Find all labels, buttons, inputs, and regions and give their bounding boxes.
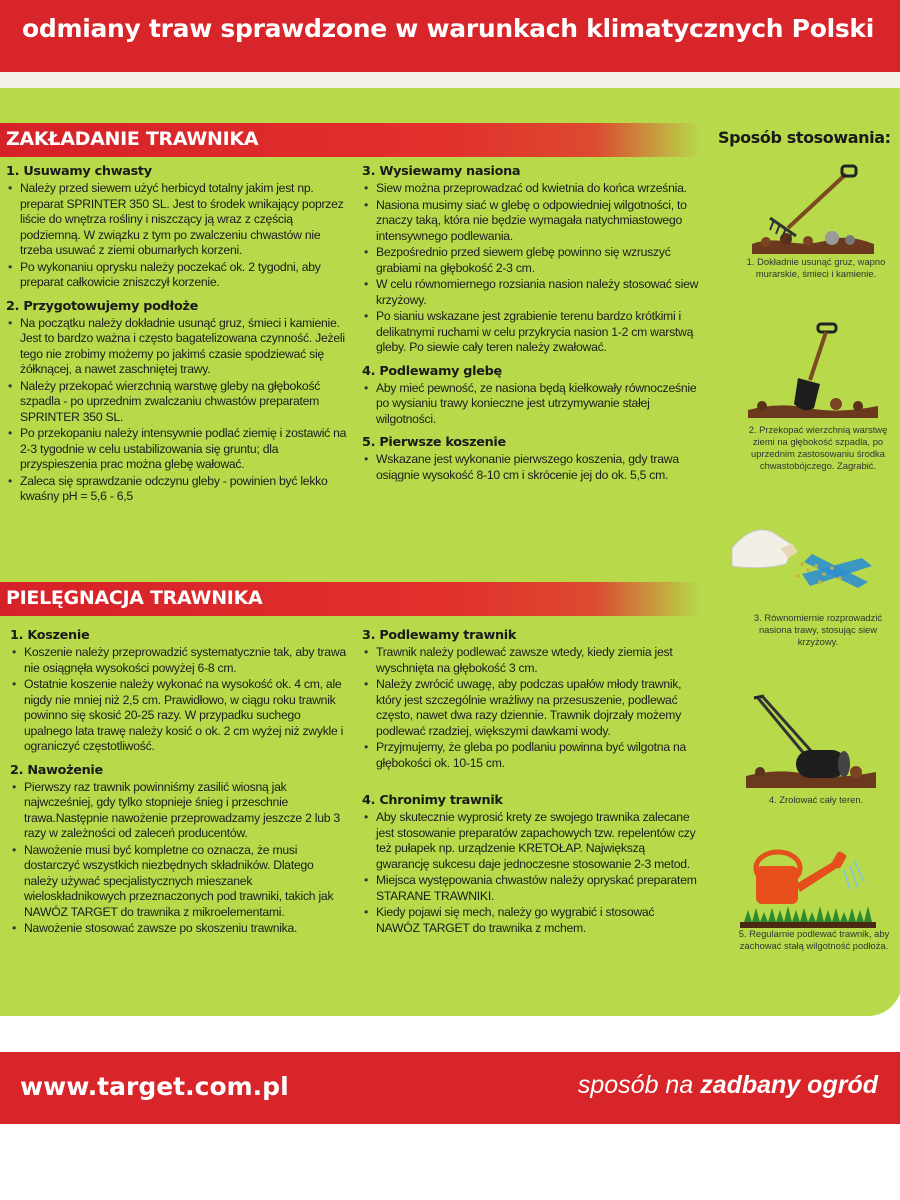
list-item: • Nawożenie stosować zawsze po skoszeniu trawnika. <box>10 921 348 937</box>
list-item: • Po wykonaniu oprysku należy poczekać ok. 2 tygodni, aby preparat całkowicie zniszczył korzenie. <box>6 260 348 291</box>
subsection-heading: 1. Usuwamy chwasty <box>6 164 152 179</box>
rake-icon <box>748 162 878 254</box>
usage-step-caption: 1. Dokładnie usunąć gruz, wapno murarskie, śmieci i kamienie. <box>746 256 886 279</box>
list-item: • Bezpośrednio przed siewem glebę powinno się wzruszyć grabiami na głębokość 2-3 cm. <box>362 245 700 276</box>
list-item: • Pierwszy raz trawnik powinniśmy zasilić wiosną jak najwcześniej, gdy tylko stopnieje śnieg i przeschnie trawa.Następnie nawożenie przeprowadzamy jeszcze 2 lub 3 razy w zależności od zaleceń producentów. <box>10 780 348 842</box>
section1-left-column <box>6 164 348 506</box>
subsection-heading: 4. Chronimy trawnik <box>362 793 503 808</box>
section-bar-pielegnacja <box>0 582 700 616</box>
section-title: PIELĘGNACJA TRAWNIKA <box>6 587 263 609</box>
subsection-heading: 2. Nawożenie <box>10 762 103 778</box>
subsection-heading: 2. Przygotowujemy podłoże <box>6 298 198 314</box>
section2-left-column <box>10 628 348 938</box>
list-item: • Koszenie należy przeprowadzić systematycznie tak, aby trawa nie osiągnęła wysokości powyżej 6-8 cm. <box>10 645 348 676</box>
subsection-heading: 3. Podlewamy trawnik <box>362 628 517 643</box>
usage-step-caption: 3. Równomiernie rozprowadzić nasiona trawy, stosując siew krzyżowy. <box>753 612 883 647</box>
footer-banner <box>0 1052 900 1124</box>
list-item: • Należy przed siewem użyć herbicyd totalny jakim jest np. preparat SPRINTER 350 SL. Jest to środek wnikający poprzez liście do wnętrza rośliny i niszczący ją wraz z częścią podziemną. W związku z tym po zwalczeniu chwastów nie trzeba usuwać z ziemi obumarłych korzeni. <box>6 181 348 259</box>
spade-icon <box>748 322 878 418</box>
list-item: • Aby skutecznie wyprosić krety ze swojego trawnika zalecane jest stosowanie preparatów zapachowych tzw. repelentów czy też pułapek np. urządzenie KRETOŁAP. Największą gwarancję sukcesu daje jednoczesne stosowanie 2-3 metod. <box>362 810 700 872</box>
list-item: • Po przekopaniu należy intensywnie podlać ziemię i zostawić na 2-3 tygodnie w celu ustabilizowania się gruntu; dla przyspieszenia prac można glebę wałować. <box>6 426 348 473</box>
subsection-heading: 4. Podlewamy glebę <box>362 363 502 379</box>
watering-can-icon <box>740 846 876 928</box>
seeding-hand-icon <box>732 518 882 608</box>
list-item: • Ostatnie koszenie należy wykonać na wysokość ok. 4 cm, ale nigdy nie mniej niż 2,5 cm. Prawidłowo, w ciągu roku trawnik powinno się skosić 20-25 razy. W przypadku suchego upalnego lata trawę należy kosić o ok. 2 cm wyżej niż zwykle i ograniczyć częstotliwość. <box>10 677 348 755</box>
list-item: • Przyjmujemy, że gleba po podlaniu powinna być wilgotna na głębokości ok. 10-15 cm. <box>362 740 700 771</box>
slogan <box>578 1071 878 1100</box>
lawn-roller-icon <box>746 690 876 788</box>
list-item: • Trawnik należy podlewać zawsze wtedy, kiedy ziemia jest wyschnięta na głębokość 3 cm. <box>362 645 700 676</box>
subsection-heading: 1. Koszenie <box>10 628 90 643</box>
usage-title: Sposób stosowania: <box>718 128 891 147</box>
top-banner <box>0 0 900 72</box>
list-item: • Siew można przeprowadzać od kwietnia do końca września. <box>362 181 700 197</box>
usage-step-caption: 5. Regularnie podlewać trawnik, aby zachować stałą wilgotność podłoża. <box>738 928 890 951</box>
website-link[interactable]: www.target.com.pl <box>20 1072 289 1101</box>
usage-step-caption: 2. Przekopać wierzchnią warstwę ziemi na głębokość szpadla, po uprzednim zastosowaniu środka chwastobójczego. Zagrabić. <box>748 424 888 471</box>
list-item: • Nawożenie musi być kompletne co oznacza, że musi dostarczyć wszystkich niezbędnych składników. Dlatego należy używać specjalistycznych mieszanek wieloskładnikowych przeznaczonych pod trawniki, takich jak NAWÓZ TARGET do trawnika z mikroelementami. <box>10 843 348 921</box>
list-item: • Kiedy pojawi się mech, należy go wygrabić i stosować NAWÓZ TARGET do trawnika z mchem. <box>362 905 700 936</box>
list-item: • W celu równomiernego rozsiania nasion należy stosować siew krzyżowy. <box>362 277 700 308</box>
subsection-heading: 5. Pierwsze koszenie <box>362 435 506 450</box>
section-bar-zakladanie <box>0 123 700 157</box>
list-item: • Nasiona musimy siać w glebę o odpowiedniej wilgotności, to znaczy taką, która nie będzie wymagała natychmiastowego intensywnego podlewania. <box>362 198 700 245</box>
slogan-bold: zadbany ogród <box>700 1071 878 1099</box>
section2-right-column <box>362 628 700 937</box>
list-item: • Aby mieć pewność, ze nasiona będą kiełkowały równocześnie po wysianiu trawy konieczne jest utrzymywanie stałej wilgotności. <box>362 381 700 428</box>
slogan-prefix: sposób na <box>577 1071 701 1099</box>
list-item: • Miejsca występowania chwastów należy opryskać preparatem STARANE TRAWNIKI. <box>362 873 700 904</box>
list-item: • Należy zwrócić uwagę, aby podczas upałów młody trawnik, który jest szczególnie wrażliwy na przesuszenie, podlewać często, nawet dwa razy dziennie. Trawnik dojrzały możemy podlewać rzadziej, większymi dawkami wody. <box>362 677 700 739</box>
list-item: • Zaleca się sprawdzanie odczynu gleby - powinien być lekko kwaśny pH = 5,6 - 6,5 <box>6 474 348 505</box>
section1-right-column <box>362 164 700 484</box>
subsection-heading: 3. Wysiewamy nasiona <box>362 164 521 179</box>
list-item: • Wskazane jest wykonanie pierwszego koszenia, gdy trawa osiągnie wysokość 8-10 cm i skrócenie jej do ok. 5,5 cm. <box>362 452 700 483</box>
usage-step-caption: 4. Zrolować cały teren. <box>768 794 864 805</box>
list-item: • Na początku należy dokładnie usunąć gruz, śmieci i kamienie. Jest to bardzo ważna i często bagatelizowana czynność. Jeżeli tego nie zrobimy możemy po jakimś czasie spodziewać się żółknącej, a nawet zaschniętej trawy. <box>6 316 348 378</box>
list-item: • Po sianiu wskazane jest zgrabienie terenu bardzo krótkimi i delikatnymi ruchami w celu przykrycia nasion 1-2 cm warstwą gleby. Po siewie cały teren należy zwałować. <box>362 309 700 356</box>
list-item: • Należy przekopać wierzchnią warstwę gleby na głębokość szpadla - po uprzednim zwalczaniu chwastów preparatem SPRINTER 350 SL. <box>6 379 348 426</box>
header-title: odmiany traw sprawdzone w warunkach klimatycznych Polski <box>22 14 875 43</box>
section-title: ZAKŁADANIE TRAWNIKA <box>6 128 259 150</box>
